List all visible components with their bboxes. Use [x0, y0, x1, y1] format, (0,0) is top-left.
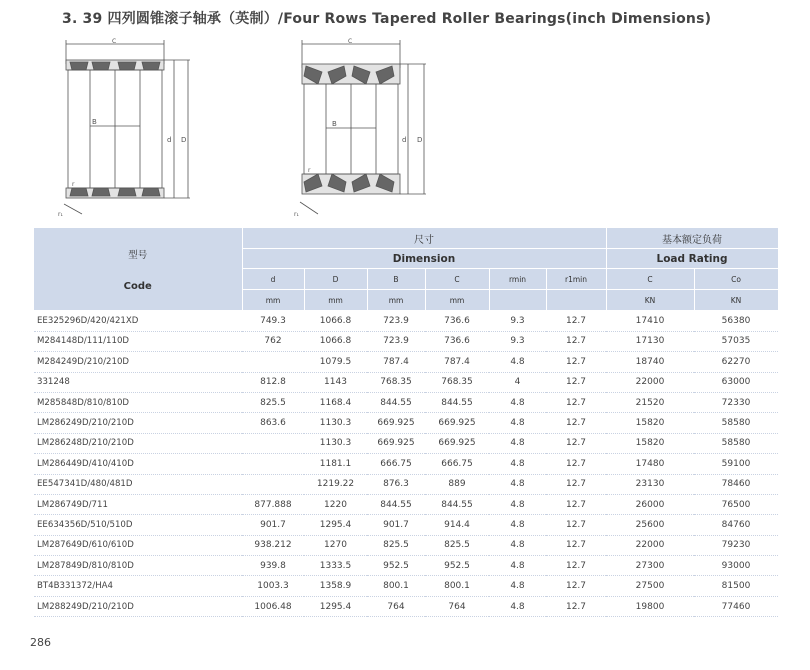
col-header: C — [425, 269, 489, 290]
table-row — [34, 576, 778, 596]
unit-cell — [489, 290, 546, 311]
value-cell: 1295.4 — [304, 596, 367, 616]
value-cell: 1181.1 — [304, 454, 367, 474]
page-number: 286 — [30, 636, 51, 649]
value-cell: 1130.3 — [304, 433, 367, 453]
value-cell: 952.5 — [367, 556, 425, 576]
value-cell — [242, 433, 304, 453]
value-cell: 844.55 — [367, 494, 425, 514]
value-cell: 1006.48 — [242, 596, 304, 616]
col-header: C — [606, 269, 694, 290]
value-cell: 22000 — [606, 535, 694, 555]
value-cell: 59100 — [694, 454, 778, 474]
bearing-code-cell: LM286749D/711 — [34, 494, 242, 514]
value-cell: 1003.3 — [242, 576, 304, 596]
value-cell: 22000 — [606, 372, 694, 392]
bearing-code-cell: LM286449D/410/410D — [34, 454, 242, 474]
value-cell: 723.9 — [367, 311, 425, 331]
unit-cell: mm — [425, 290, 489, 311]
dimension-header-en-cell — [242, 249, 606, 269]
value-cell: 666.75 — [425, 454, 489, 474]
code-header — [34, 228, 242, 311]
value-cell: 1066.8 — [304, 311, 367, 331]
unit-cell — [546, 290, 606, 311]
value-cell: 825.5 — [425, 535, 489, 555]
value-cell: 4.8 — [489, 494, 546, 514]
value-cell: 12.7 — [546, 515, 606, 535]
value-cell: 844.55 — [367, 392, 425, 412]
value-cell: 1220 — [304, 494, 367, 514]
unit-cell: mm — [242, 290, 304, 311]
value-cell: 764 — [367, 596, 425, 616]
bearing-code-cell: LM287849D/810/810D — [34, 556, 242, 576]
bearing-code-cell: M284249D/210/210D — [34, 352, 242, 372]
value-cell: 669.925 — [425, 413, 489, 433]
value-cell: 4.8 — [489, 433, 546, 453]
value-cell: 25600 — [606, 515, 694, 535]
value-cell: 17480 — [606, 454, 694, 474]
table-row — [34, 454, 778, 474]
label-B: B — [92, 118, 97, 126]
value-cell: 78460 — [694, 474, 778, 494]
value-cell: 12.7 — [546, 454, 606, 474]
value-cell: 825.5 — [367, 535, 425, 555]
value-cell: 76500 — [694, 494, 778, 514]
value-cell: 23130 — [606, 474, 694, 494]
value-cell: 93000 — [694, 556, 778, 576]
value-cell: 4.8 — [489, 474, 546, 494]
value-cell — [242, 454, 304, 474]
unit-cell: KN — [606, 290, 694, 311]
value-cell: 4.8 — [489, 352, 546, 372]
value-cell: 812.8 — [242, 372, 304, 392]
value-cell: 9.3 — [489, 331, 546, 351]
value-cell: 764 — [425, 596, 489, 616]
unit-cell: mm — [304, 290, 367, 311]
value-cell: 952.5 — [425, 556, 489, 576]
value-cell: 4.8 — [489, 556, 546, 576]
value-cell: 12.7 — [546, 311, 606, 331]
value-cell: 12.7 — [546, 352, 606, 372]
load-rating-header — [606, 228, 778, 249]
value-cell: 12.7 — [546, 576, 606, 596]
value-cell: 877.888 — [242, 494, 304, 514]
value-cell: 1079.5 — [304, 352, 367, 372]
dimension-header-cn: 尺寸 — [414, 234, 434, 246]
col-header: d — [242, 269, 304, 290]
label-r1: r₁ — [294, 211, 299, 218]
unit-cell: mm — [367, 290, 425, 311]
bearing-code-cell: LM288249D/210/210D — [34, 596, 242, 616]
value-cell: 56380 — [694, 311, 778, 331]
value-cell: 939.8 — [242, 556, 304, 576]
value-cell — [242, 474, 304, 494]
value-cell: 1295.4 — [304, 515, 367, 535]
bearing-code-cell: LM287649D/610/610D — [34, 535, 242, 555]
value-cell: 4 — [489, 372, 546, 392]
label-r: r — [72, 181, 75, 188]
value-cell: 62270 — [694, 352, 778, 372]
load-rating-header-en: Load Rating — [656, 252, 728, 265]
header-row-1 — [34, 228, 778, 249]
value-cell: 12.7 — [546, 433, 606, 453]
value-cell: 72330 — [694, 392, 778, 412]
value-cell: 26000 — [606, 494, 694, 514]
value-cell: 914.4 — [425, 515, 489, 535]
value-cell: 736.6 — [425, 311, 489, 331]
value-cell: 844.55 — [425, 494, 489, 514]
dimension-header — [242, 228, 606, 249]
bearing-diagram-right — [294, 38, 444, 220]
value-cell: 1219.22 — [304, 474, 367, 494]
value-cell: 27500 — [606, 576, 694, 596]
dimension-header-en: Dimension — [392, 252, 456, 265]
table-row — [34, 331, 778, 351]
value-cell: 768.35 — [425, 372, 489, 392]
col-header: r1min — [546, 269, 606, 290]
value-cell: 58580 — [694, 413, 778, 433]
load-rating-header-en-cell — [606, 249, 778, 269]
value-cell: 57035 — [694, 331, 778, 351]
value-cell: 787.4 — [425, 352, 489, 372]
value-cell: 17410 — [606, 311, 694, 331]
label-B: B — [332, 120, 337, 128]
value-cell: 9.3 — [489, 311, 546, 331]
table-row — [34, 392, 778, 412]
value-cell: 666.75 — [367, 454, 425, 474]
value-cell: 27300 — [606, 556, 694, 576]
value-cell: 17130 — [606, 331, 694, 351]
table-row — [34, 433, 778, 453]
value-cell: 15820 — [606, 433, 694, 453]
value-cell: 800.1 — [367, 576, 425, 596]
value-cell: 12.7 — [546, 596, 606, 616]
value-cell: 12.7 — [546, 372, 606, 392]
bearing-code-cell: M284148D/111/110D — [34, 331, 242, 351]
value-cell: 4.8 — [489, 454, 546, 474]
table-row — [34, 372, 778, 392]
bearing-code-cell: M285848D/810/810D — [34, 392, 242, 412]
value-cell: 1358.9 — [304, 576, 367, 596]
bearing-spec-table — [34, 228, 779, 617]
value-cell: 901.7 — [367, 515, 425, 535]
load-rating-header-cn: 基本额定负荷 — [662, 234, 722, 246]
value-cell: 81500 — [694, 576, 778, 596]
table-row — [34, 596, 778, 616]
value-cell: 12.7 — [546, 331, 606, 351]
value-cell: 876.3 — [367, 474, 425, 494]
value-cell: 12.7 — [546, 474, 606, 494]
table-row — [34, 311, 778, 331]
table-row — [34, 515, 778, 535]
col-header: rmin — [489, 269, 546, 290]
bearing-code-cell: BT4B331372/HA4 — [34, 576, 242, 596]
value-cell: 84760 — [694, 515, 778, 535]
value-cell: 825.5 — [242, 392, 304, 412]
label-C: C — [112, 38, 117, 45]
value-cell: 800.1 — [425, 576, 489, 596]
col-header: B — [367, 269, 425, 290]
value-cell: 669.925 — [425, 433, 489, 453]
page-title: 3. 39 四列圆锥滚子轴承（英制）/Four Rows Tapered Roller Bearings(inch Dimensions) — [62, 11, 712, 27]
value-cell: 4.8 — [489, 413, 546, 433]
bearing-diagram-left — [56, 38, 206, 220]
value-cell: 938.212 — [242, 535, 304, 555]
label-D: D — [417, 136, 423, 144]
value-cell: 63000 — [694, 372, 778, 392]
bearing-code-cell: EE634356D/510/510D — [34, 515, 242, 535]
value-cell — [242, 352, 304, 372]
value-cell: 1066.8 — [304, 331, 367, 351]
label-D: D — [181, 136, 187, 144]
table-row — [34, 413, 778, 433]
value-cell: 4.8 — [489, 576, 546, 596]
value-cell: 1168.4 — [304, 392, 367, 412]
code-header-cn: 型号 — [128, 249, 148, 261]
value-cell: 1333.5 — [304, 556, 367, 576]
value-cell: 15820 — [606, 413, 694, 433]
value-cell: 12.7 — [546, 556, 606, 576]
table-body — [34, 311, 778, 617]
value-cell: 723.9 — [367, 331, 425, 351]
value-cell: 21520 — [606, 392, 694, 412]
label-r1: r₁ — [58, 211, 63, 218]
col-header: D — [304, 269, 367, 290]
label-d: d — [402, 136, 407, 144]
bearing-code-cell: LM286249D/210/210D — [34, 413, 242, 433]
value-cell: 4.8 — [489, 535, 546, 555]
value-cell: 77460 — [694, 596, 778, 616]
value-cell: 12.7 — [546, 413, 606, 433]
label-d: d — [167, 136, 172, 144]
value-cell: 58580 — [694, 433, 778, 453]
value-cell: 863.6 — [242, 413, 304, 433]
bearing-code-cell: EE325296D/420/421XD — [34, 311, 242, 331]
value-cell: 736.6 — [425, 331, 489, 351]
value-cell: 669.925 — [367, 433, 425, 453]
value-cell: 1130.3 — [304, 413, 367, 433]
value-cell: 1143 — [304, 372, 367, 392]
table-row — [34, 494, 778, 514]
value-cell: 669.925 — [367, 413, 425, 433]
table-row — [34, 474, 778, 494]
value-cell: 768.35 — [367, 372, 425, 392]
label-C: C — [348, 38, 353, 45]
table-row — [34, 535, 778, 555]
table-row — [34, 556, 778, 576]
value-cell: 901.7 — [242, 515, 304, 535]
value-cell: 749.3 — [242, 311, 304, 331]
value-cell: 12.7 — [546, 535, 606, 555]
table-row — [34, 352, 778, 372]
value-cell: 1270 — [304, 535, 367, 555]
value-cell: 4.8 — [489, 392, 546, 412]
bearing-code-cell: 331248 — [34, 372, 242, 392]
value-cell: 844.55 — [425, 392, 489, 412]
unit-cell: KN — [694, 290, 778, 311]
value-cell: 4.8 — [489, 515, 546, 535]
value-cell: 12.7 — [546, 392, 606, 412]
value-cell: 19800 — [606, 596, 694, 616]
value-cell: 18740 — [606, 352, 694, 372]
code-header-en: Code — [123, 280, 152, 292]
value-cell: 79230 — [694, 535, 778, 555]
bearing-code-cell: EE547341D/480/481D — [34, 474, 242, 494]
value-cell: 889 — [425, 474, 489, 494]
value-cell: 4.8 — [489, 596, 546, 616]
value-cell: 787.4 — [367, 352, 425, 372]
bearing-code-cell: LM286248D/210/210D — [34, 433, 242, 453]
value-cell: 12.7 — [546, 494, 606, 514]
label-r: r — [308, 167, 311, 174]
col-header: Co — [694, 269, 778, 290]
value-cell: 762 — [242, 331, 304, 351]
